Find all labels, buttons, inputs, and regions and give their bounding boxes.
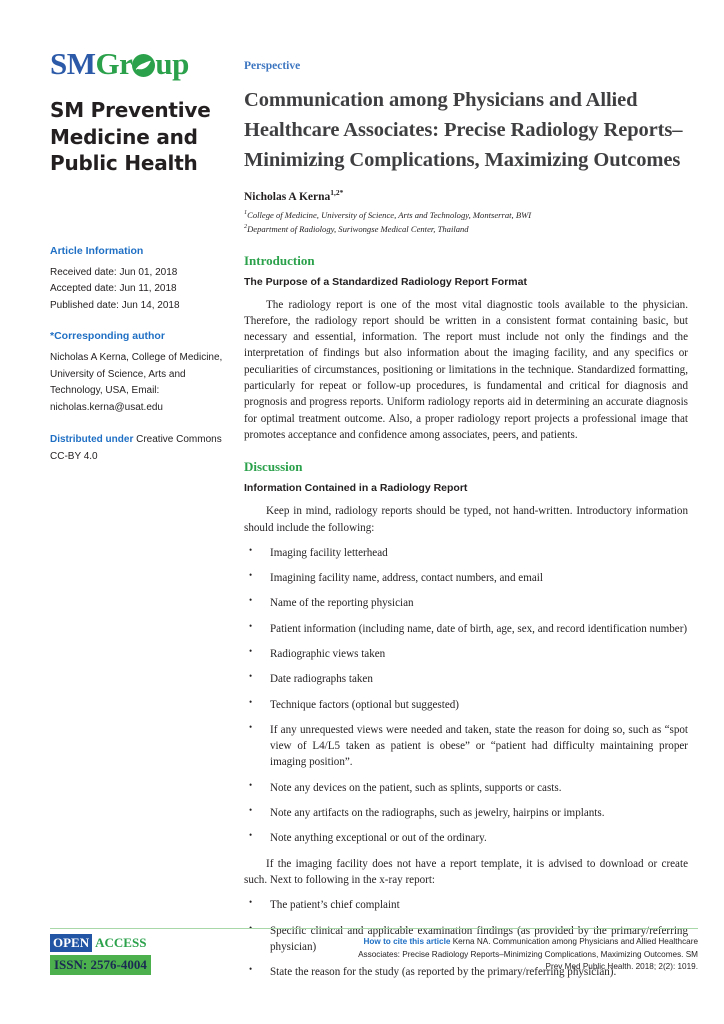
article-information-heading: Article Information (50, 244, 144, 257)
list-item: • Patient information (including name, date of birth, age, sex, and record identification number) (244, 621, 688, 637)
introduction-paragraph: The radiology report is one of the most vital diagnostic tools available to the physician. Therefore, the radiology report should be written in a consistent format containing basic, but necessary and essential, information. The report must include not only the findings and the interpretation of findings but also information about the imaging facility, and any specifics or peculiarities of circumstances, positioning or limitations in the technique. Standardized formatting, particularly for repeat or follow-up procedures, is fundamental and critical for diagnosis and prognosis and progress reports. Uniform radiology reports aid in determining an accurate diagnosis for optimal treatment outcome. Also, a proper radiology report projects a professional image that promotes acceptance and confidence among associates, peers, and patients. (244, 298, 688, 441)
author-list (244, 188, 688, 203)
license-text (50, 432, 230, 465)
citation-lead: How to cite this article (363, 937, 451, 946)
logo-text-up: up (155, 46, 189, 81)
discussion-paragraph: Keep in mind, radiology reports should be typed, not hand-written. Introductory information should include the following: (244, 505, 688, 534)
list-item: • Imagining facility name, address, contact numbers, and email (244, 570, 688, 586)
list-item: • Radiographic views taken (244, 646, 688, 662)
affiliation-1-text: College of Medicine, University of Science, Arts and Technology, Montserrat, BWI (247, 210, 532, 221)
section-heading-discussion: Discussion (244, 459, 303, 475)
affiliation-2-text: Department of Radiology, Suriwongse Medical Center, Thailand (247, 224, 469, 235)
list-item: • Imaging facility letterhead (244, 545, 688, 561)
page-title: Communication among Physicians and Allied Healthcare Associates: Precise Radiology Reports–Minimizing Complications, Maximizing Outcomes (244, 89, 683, 172)
open-access-badge (50, 936, 151, 949)
affiliation-1 (244, 208, 688, 222)
access-label: ACCESS (95, 935, 147, 950)
list-item: • If any unrequested views were needed and taken, state the reason for doing so, such as “spot view of L4/L5 taken as patient is obese” or “patient had difficulty maintaining proper imaging position”. (244, 722, 688, 771)
corresponding-author-details: Nicholas A Kerna, College of Medicine, University of Science, Arts and Technology, USA, Email: nicholas.kerna@usat.edu (50, 352, 223, 413)
list-item: • Note any devices on the patient, such as splints, supports or casts. (244, 780, 688, 796)
list-item: • Name of the reporting physician (244, 595, 688, 611)
smgroup-logo (50, 48, 230, 79)
article-information-block (50, 245, 230, 315)
subheading-purpose: The Purpose of a Standardized Radiology Report Format (244, 275, 527, 288)
received-date: Received date: Jun 01, 2018 (50, 266, 178, 278)
author-name: Nicholas A Kerna (244, 191, 331, 204)
logo-text-sm: SM (50, 46, 96, 81)
license-block (50, 432, 230, 465)
article-type-label: Perspective (244, 60, 301, 72)
list-item: • The patient’s chief complaint (244, 897, 688, 913)
bullet-list-introductory-information (244, 545, 688, 847)
list-item: • Technique factors (optional but suggested) (244, 697, 688, 713)
footer (50, 928, 698, 975)
sidebar (50, 48, 230, 465)
main-column (244, 60, 688, 989)
journal-name: SM Preventive Medicine and Public Health (50, 98, 211, 176)
subheading-information-contained: Information Contained in a Radiology Report (244, 482, 468, 495)
corresponding-author-block (50, 330, 230, 416)
citation-block (343, 936, 698, 974)
leaf-circle-icon (132, 51, 155, 74)
list-item: • Note any artifacts on the radiographs, such as jewelry, hairpins or implants. (244, 805, 688, 821)
list-item: • Specific clinical and applicable examination findings (as provided by the primary/referring physician) (244, 923, 688, 956)
license-lead: Distributed under (50, 434, 134, 446)
citation-text: Kerna NA. Communication among Physicians and Allied Healthcare Associates: Precise Radiology Reports–Minimizing Complications, Maximizing Outcomes. SM Prev Med Public Health. 2018; 2(2): 1019. (358, 937, 698, 972)
list-item: • State the reason for the study (as reported by the primary/referring physician). (244, 964, 688, 980)
footer-badges (50, 936, 151, 975)
accepted-date: Accepted date: Jun 11, 2018 (50, 283, 177, 295)
open-label: OPEN (50, 934, 92, 952)
issn-badge: ISSN: 2576-4004 (50, 955, 151, 975)
list-item: • Note anything exceptional or out of the ordinary. (244, 830, 688, 846)
footer-divider (50, 928, 698, 929)
published-date: Published date: Jun 14, 2018 (50, 299, 180, 311)
license-rest: Creative Commons CC-BY 4.0 (50, 434, 222, 462)
affiliation-1-mark: 1 (244, 209, 248, 217)
logo-text-gr: Gr (95, 46, 133, 81)
affiliation-2-mark: 2 (244, 223, 248, 231)
corresponding-author-heading: *Corresponding author (50, 330, 165, 343)
report-template-paragraph: If the imaging facility does not have a report template, it is advised to download or create such. Next to following in the x-ray report: (244, 857, 688, 886)
affiliation-2 (244, 222, 688, 236)
list-item: • Date radiographs taken (244, 671, 688, 687)
author-affiliation-marks: 1,2* (330, 188, 344, 198)
section-heading-introduction: Introduction (244, 252, 315, 268)
